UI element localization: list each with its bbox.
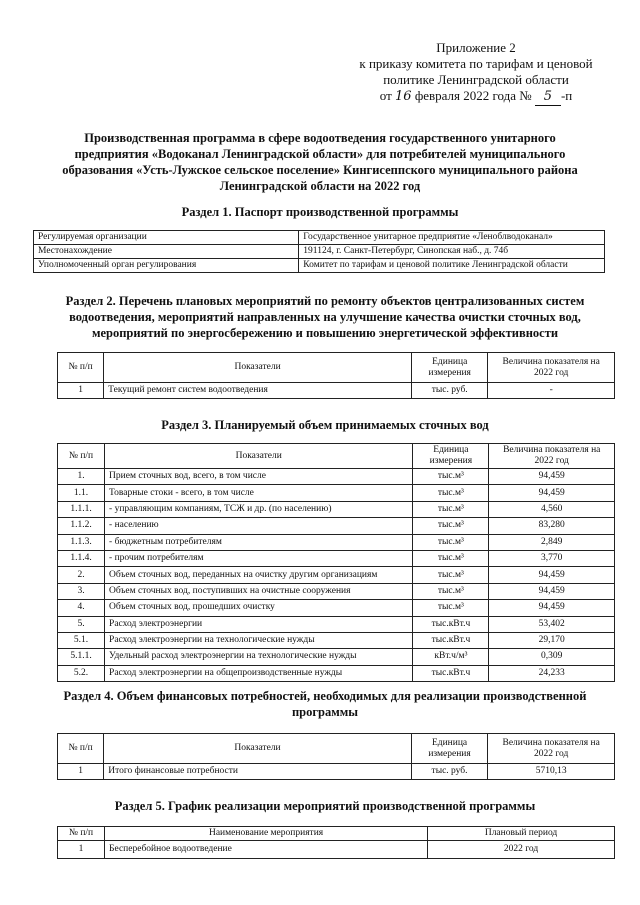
header-cell: Единица измерения [413, 444, 489, 469]
table-cell: 5710,13 [488, 764, 615, 780]
section2-heading: Раздел 2. Перечень плановых мероприятий по ремонту объектов централизованных систем водоотведения, мероприятий направленных на улучшение качества очистки сточных вод, мероприятий по энергосбережению и повышению энергетической эффективности [65, 294, 585, 340]
table-cell: тыс.м³ [413, 485, 489, 501]
header-cell: Показатели [104, 734, 412, 764]
table-cell: 1.1. [58, 485, 105, 501]
table-cell: тыс. руб. [411, 764, 488, 780]
header-cell: Плановый период [428, 827, 615, 841]
table-cell: Местонахождение [34, 245, 299, 259]
table-row [58, 534, 615, 550]
table-cell: 1. [58, 469, 105, 485]
table-cell: Текущий ремонт систем водоотведения [104, 383, 412, 399]
table-cell: Прием сточных вод, всего, в том числе [105, 469, 413, 485]
table-cell: 24,233 [489, 665, 615, 681]
table-cell: тыс.м³ [413, 600, 489, 616]
table-cell: кВт.ч/м³ [413, 649, 489, 665]
appendix-header [346, 40, 606, 106]
table-row [34, 245, 605, 259]
table-cell: тыс.м³ [413, 567, 489, 583]
schedule-table [57, 826, 615, 859]
section4-heading: Раздел 4. Объем финансовых потребностей, необходимых для реализации производственной программы [63, 689, 587, 719]
repair-table [57, 352, 615, 399]
header-cell: Величина показателя на 2022 год [489, 444, 615, 469]
table-cell: - населению [105, 518, 413, 534]
table-row [58, 567, 615, 583]
header-cell: Показатели [104, 353, 412, 383]
table-row [58, 469, 615, 485]
table-row [58, 841, 615, 859]
table-row [34, 259, 605, 273]
table-row [58, 616, 615, 632]
table-cell: Объем сточных вод, переданных на очистку другим организациям [105, 567, 413, 583]
table-cell: 83,280 [489, 518, 615, 534]
table-cell: 1.1.4. [58, 550, 105, 566]
table-cell: 1 [58, 841, 105, 859]
table-cell: Объем сточных вод, прошедших очистку [105, 600, 413, 616]
table-cell: 94,459 [489, 583, 615, 599]
table-cell: 191124, г. Санкт-Петербург, Синопская наб., д. 74б [299, 245, 605, 259]
table-cell: Итого финансовые потребности [104, 764, 412, 780]
header-cell: № п/п [58, 444, 105, 469]
table-cell: - бюджетным потребителям [105, 534, 413, 550]
table-cell: 4,560 [489, 501, 615, 517]
table-cell: тыс.м³ [413, 501, 489, 517]
table-row [58, 600, 615, 616]
table-cell: Расход электроэнергии на общепроизводственные нужды [105, 665, 413, 681]
order-number: 5 [535, 89, 561, 106]
table-cell: - управляющим компаниям, ТСЖ и др. (по населению) [105, 501, 413, 517]
table-row [58, 583, 615, 599]
header-cell: Величина показателя на 2022 год [488, 353, 615, 383]
section3-heading: Раздел 3. Планируемый объем принимаемых сточных вод [161, 418, 489, 432]
table-cell: тыс.кВт.ч [413, 665, 489, 681]
table-row [58, 485, 615, 501]
table-cell: Государственное унитарное предприятие «Леноблводоканал» [299, 231, 605, 245]
appendix-line: политике Ленинградской области [383, 72, 569, 87]
appendix-line: к приказу комитета по тарифам и ценовой [359, 56, 593, 71]
table-cell: Удельный расход электроэнергии на технологические нужды [105, 649, 413, 665]
header-cell: Единица измерения [411, 734, 488, 764]
table-cell: 94,459 [489, 469, 615, 485]
table-cell: Бесперебойное водоотведение [105, 841, 428, 859]
date-mid: февраля 2022 года № [414, 88, 532, 103]
table-header-row [58, 734, 615, 764]
table-header-row [58, 444, 615, 469]
table-cell: тыс.м³ [413, 583, 489, 599]
table-cell: 1.1.1. [58, 501, 105, 517]
table-row [58, 764, 615, 780]
table-cell: 5. [58, 616, 105, 632]
table-row [58, 518, 615, 534]
table-cell: 1 [58, 383, 104, 399]
table-cell: Регулируемая организации [34, 231, 299, 245]
section1-heading: Раздел 1. Паспорт производственной программы [181, 205, 459, 219]
table-cell: 5.2. [58, 665, 105, 681]
table-cell: - [488, 383, 615, 399]
table-cell: Расход электроэнергии на технологические нужды [105, 632, 413, 648]
table-cell: тыс.м³ [413, 550, 489, 566]
document-title: Производственная программа в сфере водоотведения государственного унитарного предприятия «Водоканал Ленинградской области» для потребителей муниципального образования «Усть-Лужское сельское поселение» Кингисеппского муниципального района Ленинградской области на 2022 год [62, 131, 578, 193]
table-cell: - прочим потребителям [105, 550, 413, 566]
table-cell: Уполномоченный орган регулирования [34, 259, 299, 273]
table-cell: тыс.кВт.ч [413, 616, 489, 632]
header-cell: Величина показателя на 2022 год [488, 734, 615, 764]
table-row [58, 665, 615, 681]
header-cell: Показатели [105, 444, 413, 469]
table-cell: 94,459 [489, 600, 615, 616]
table-cell: тыс. руб. [411, 383, 487, 399]
table-cell: 2. [58, 567, 105, 583]
header-cell: № п/п [58, 353, 104, 383]
table-cell: 1 [58, 764, 104, 780]
header-cell: Наименование мероприятия [105, 827, 428, 841]
table-cell: тыс.кВт.ч [413, 632, 489, 648]
table-cell: тыс.м³ [413, 534, 489, 550]
table-cell: 94,459 [489, 485, 615, 501]
table-cell: 5.1.1. [58, 649, 105, 665]
table-cell: 0,309 [489, 649, 615, 665]
table-row [58, 632, 615, 648]
table-row [58, 383, 615, 399]
table-row [34, 231, 605, 245]
table-cell: 5.1. [58, 632, 105, 648]
table-cell: 94,459 [489, 567, 615, 583]
table-cell: Объем сточных вод, поступивших на очистные сооружения [105, 583, 413, 599]
table-row [58, 649, 615, 665]
table-cell: тыс.м³ [413, 518, 489, 534]
table-cell: 2022 год [428, 841, 615, 859]
financial-table [57, 733, 615, 780]
date-prefix: от [379, 88, 392, 103]
table-cell: 29,170 [489, 632, 615, 648]
header-cell: № п/п [58, 827, 105, 841]
table-header-row [58, 827, 615, 841]
table-cell: Комитет по тарифам и ценовой политике Ленинградской области [299, 259, 605, 273]
table-cell: 4. [58, 600, 105, 616]
order-suffix: -п [560, 88, 573, 103]
table-cell: Товарные стоки - всего, в том числе [105, 485, 413, 501]
header-cell: Единица измерения [411, 353, 487, 383]
table-cell: Расход электроэнергии [105, 616, 413, 632]
table-cell: 2,849 [489, 534, 615, 550]
table-header-row [58, 353, 615, 383]
table-cell: тыс.м³ [413, 469, 489, 485]
appendix-line: Приложение 2 [436, 40, 516, 55]
table-row [58, 550, 615, 566]
section5-heading: Раздел 5. График реализации мероприятий производственной программы [114, 799, 536, 813]
table-cell: 3,770 [489, 550, 615, 566]
table-cell: 3. [58, 583, 105, 599]
table-row [58, 501, 615, 517]
wastewater-volume-table [57, 443, 615, 682]
table-cell: 53,402 [489, 616, 615, 632]
table-cell: 1.1.3. [58, 534, 105, 550]
table-cell: 1.1.2. [58, 518, 105, 534]
order-day: 16 [395, 89, 412, 104]
header-cell: № п/п [58, 734, 104, 764]
order-date [346, 88, 606, 106]
passport-table [33, 230, 605, 273]
